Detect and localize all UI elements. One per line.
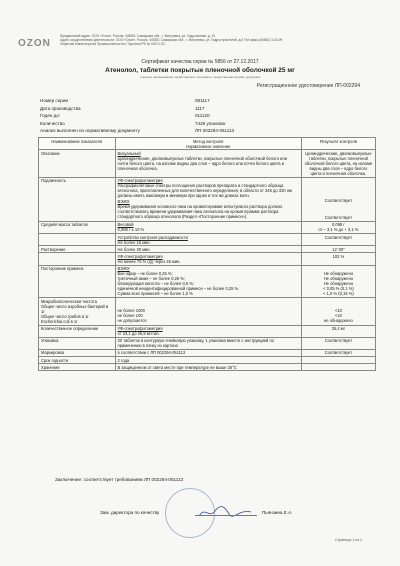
norm: Не более 30 мин. xyxy=(115,246,301,253)
norm: Ультрафиолетовые спектры поглощения растворов препарата и стандартного образца атенолола, приготовленных для количественного определения, в области от 245 до 320 нм должны иметь максимум и минимум при одних и тех же длинах волн. xyxy=(117,183,292,199)
method: ВЭЖХ xyxy=(117,198,130,204)
method-norm-cell xyxy=(115,253,301,265)
method: ВЭЖХ xyxy=(117,266,130,271)
result-cell xyxy=(301,177,375,221)
result xyxy=(301,364,375,371)
method: Весовой xyxy=(117,222,134,228)
batch-value: 7426 упаковок xyxy=(195,120,226,126)
result: Соответствует xyxy=(301,337,375,349)
conclusion: Заключение: соответствует требованиям ЛП 002294-051113 xyxy=(55,477,184,482)
result: Соответствует xyxy=(324,215,353,221)
indicator-name xyxy=(39,253,116,265)
method-norm-cell xyxy=(115,325,301,337)
batch-key: Дата производства xyxy=(40,105,81,111)
method-norm-cell xyxy=(115,234,301,246)
company-header xyxy=(60,34,380,47)
column-header: Наименование показателя xyxy=(39,138,116,150)
company-logo: OZON xyxy=(18,38,51,49)
table-row xyxy=(39,364,376,371)
table-row xyxy=(39,246,376,253)
batch-value: 081117 xyxy=(195,98,210,103)
header-line: Лицензия Министерства Промышленности и Торговли РФ № 00071-ЛС xyxy=(60,42,166,47)
batch-value: ЛП 002294-051113 xyxy=(195,128,235,134)
product-name: Атенолол, таблетки покрытые пленочной оболочкой 25 мг xyxy=(105,67,295,74)
table-row xyxy=(39,349,376,356)
norm: 2 года xyxy=(115,357,301,364)
signatory-name: Пьянзина Е.А. xyxy=(262,510,293,515)
signatory-title: Зам. директора по качеству xyxy=(100,510,160,515)
table-row xyxy=(39,253,376,265)
result: Соответствует xyxy=(301,234,375,246)
batch-row xyxy=(40,105,370,113)
method: УФ-спектрофотометрия xyxy=(117,178,163,184)
result: Цилиндрические, двояковыпуклые таблетки, покрытые пленочной оболочкой белого цвета, на изломе видны два слоя – ядро белого цвета и пленочная оболочка. xyxy=(301,150,375,177)
batch-key: Номер серии xyxy=(40,98,68,103)
method: Визуальный xyxy=(117,150,141,156)
batch-key: Количество xyxy=(40,120,65,126)
batch-row xyxy=(40,120,370,128)
indicator-name: Хранение xyxy=(39,364,116,371)
table-row xyxy=(39,265,376,298)
product-name-caption: торговое наименование лекарственного препарата, лекарственная форма, дозировка xyxy=(139,75,261,79)
norm: Цилиндрические, двояковыпуклые таблетки, покрытые пленочной оболочкой белого или почти белого цвета, на изломе видны два слоя – ядро белого или почти белого цвета и пленочная оболочка. xyxy=(117,155,288,171)
column-header: Результат контроля xyxy=(301,138,375,150)
column-header: Метод контроля Нормативное значение xyxy=(115,138,301,150)
result: <10 <10 не обнаружено xyxy=(301,298,375,325)
batch-row xyxy=(40,112,370,120)
norm: 30 таблеток в контурную ячейковую упаковку, 1 упаковка вместе с инструкцией по применению в пачку из картона xyxy=(115,337,301,349)
method-norm-cell xyxy=(115,177,301,221)
table-row xyxy=(39,150,376,177)
norm: В защищенном от света месте при температуре не выше 25°С xyxy=(115,364,301,371)
page-number: Страница 1 из 1 xyxy=(335,538,362,542)
signature-line xyxy=(195,515,257,516)
method-norm-cell xyxy=(115,221,301,233)
result: 0,098 г от – 3,1 % до + 3,1 % xyxy=(301,221,375,233)
registration-number: Регистрационное удостоверение ЛП-002294 xyxy=(256,83,360,89)
result: 12' 00" xyxy=(301,246,375,253)
batch-key: Анализ выполнен по нормативному документу xyxy=(40,128,140,134)
indicator-name: Посторонние примеси xyxy=(39,265,116,298)
batch-info xyxy=(40,97,370,135)
result: Соответствует xyxy=(324,198,353,204)
result xyxy=(301,357,375,364)
indicator-name: Маркировка xyxy=(39,349,116,356)
indicator-name: Количественное определение xyxy=(39,325,116,337)
method-norm-cell xyxy=(115,265,301,298)
table-row xyxy=(39,357,376,364)
norm: не более 1000 не более 100 не допускается xyxy=(115,298,301,325)
result: Соответствует xyxy=(301,349,375,356)
method: УФ-спектрофотометрия xyxy=(117,253,163,259)
indicator-name: Растворение xyxy=(39,246,116,253)
indicator-name xyxy=(39,234,116,246)
quality-table xyxy=(38,137,376,371)
indicator-name: Описание xyxy=(39,150,116,177)
table-row xyxy=(39,177,376,221)
norm: Не более 15 мин. xyxy=(117,239,151,245)
norm: 0,088 г ± 10 % xyxy=(117,227,145,233)
norm: Бис-эфир – не более 0,25 %; третичный амин – не более 0,25 %; блокирующая кислота – не более 0,5 %; единичной неидентифицированной примеси – не более 0,25 %. Сумма всех примесей – не более 1,0 % xyxy=(117,271,240,297)
table-row xyxy=(39,298,376,325)
result: 102 % xyxy=(301,253,375,265)
handwritten-signature xyxy=(195,503,255,521)
indicator-name: Микробиологическая чистота Общее число аэробных бактерий в 1г Общее число грибов в 1г Escherichia coli в 1г xyxy=(39,298,116,325)
table-row xyxy=(39,325,376,337)
indicator-name: Упаковка xyxy=(39,337,116,349)
header-line: Юридический адрес: ООО «Озон», Россия, 445351 Самарская обл., г. Жигулевск, ул. Гидролизная, д. 10 xyxy=(60,34,216,38)
norm: от 23,1 до 26,9 мг/таб. xyxy=(117,331,160,337)
result: Не обнаружено Не обнаружено Не обнаружено < 0,05 % (0,1 %) < 1,0 % (0,19 %) xyxy=(301,265,375,298)
table-row xyxy=(39,221,376,233)
norm: Время удерживания основного пика на хроматограмме испытуемого раствора должно соответствовать времени удерживания пика атенолола на хроматограмме раствора стандартного образца атенолола (Раздел «Посторонние примеси»). xyxy=(117,203,283,219)
certificate-title: Сертификат качества серии № 5856 от 27.12.2017 xyxy=(141,59,259,65)
method: УФ-спектрофотометрия xyxy=(117,326,163,332)
indicator-name: Срок годности xyxy=(39,357,116,364)
header-line: Адрес осуществления деятельности: ООО «Озон», Россия, 445351 Самарская обл., г. Жигулевск, ул. Гидростроителей, д.6 Тел./факс (84862) 3-43-09 xyxy=(60,38,283,43)
norm: в соответствии с ЛП 002294-051113 xyxy=(115,349,301,356)
result: 25,4 мг xyxy=(301,325,375,337)
table-row xyxy=(39,337,376,349)
indicator-name: Средняя масса таблеток xyxy=(39,221,116,233)
batch-row xyxy=(40,127,370,135)
method: Устройство контроля распадаемости xyxy=(117,234,188,240)
method-norm-cell xyxy=(115,150,301,177)
norm: Не менее 75 % (Q) через 45 мин. xyxy=(117,258,181,264)
batch-row xyxy=(40,97,370,105)
batch-key: Годен до: xyxy=(40,113,61,119)
batch-value: 011120 xyxy=(195,113,210,119)
indicator-name: Подлинность xyxy=(39,177,116,221)
table-row xyxy=(39,234,376,246)
batch-value: 1117 xyxy=(195,105,205,111)
